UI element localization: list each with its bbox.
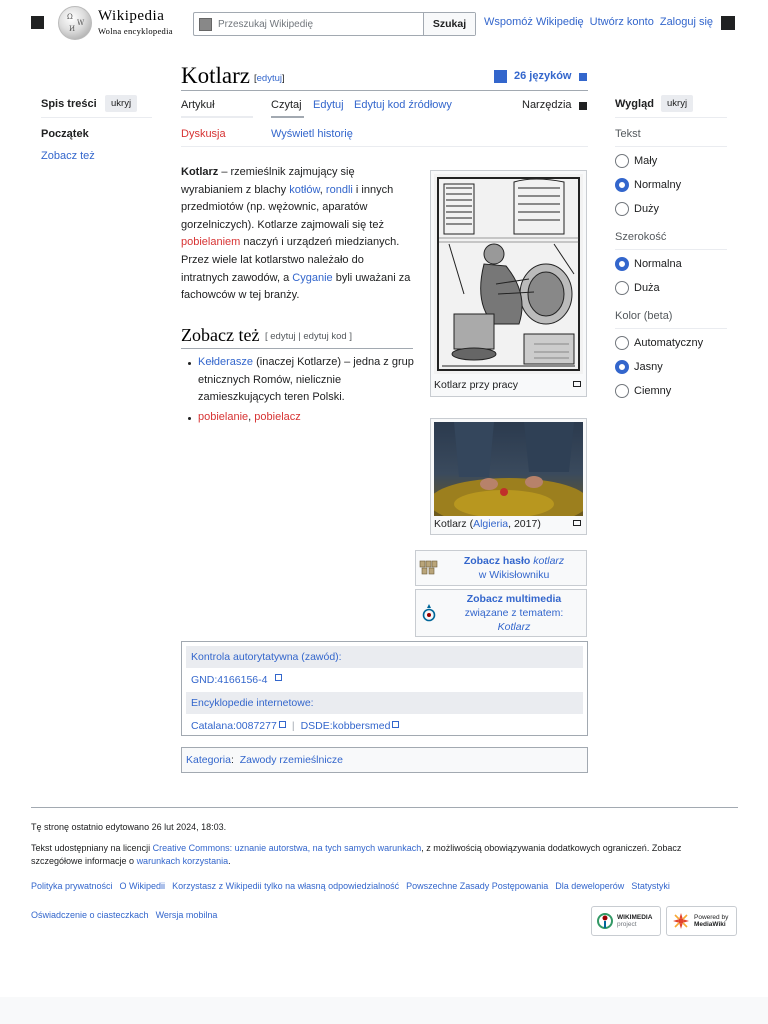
license-pre: Tekst udostępniany na licencji <box>31 843 153 853</box>
footer-divider <box>31 807 738 808</box>
tools-menu[interactable]: Narzędzia <box>522 99 572 111</box>
authority-label[interactable]: Kontrola autorytatywna ( <box>191 651 305 663</box>
search-icon <box>199 18 212 31</box>
footer-links-row-1 <box>31 881 670 891</box>
link-pobielanie-2[interactable]: pobielanie <box>198 410 249 423</box>
section-divider <box>181 348 413 349</box>
radio-circle[interactable] <box>615 384 629 398</box>
link-zawod[interactable]: zawód <box>304 651 336 663</box>
radio-label: Normalna <box>634 258 682 270</box>
title-edit-label[interactable]: edytuj <box>256 73 282 84</box>
wiktionary-box[interactable] <box>415 550 587 586</box>
tools-chevron-icon[interactable] <box>579 102 587 110</box>
wiktionary-rest: w Wikisłowniku <box>478 569 550 581</box>
tab-article[interactable]: Artykuł <box>181 99 215 111</box>
radio-label: Normalny <box>634 179 682 191</box>
link-cyganie[interactable]: Cyganie <box>292 271 333 284</box>
appearance-title: Wygląd <box>615 98 654 110</box>
footer-link-about[interactable]: O Wikipedii <box>119 881 166 891</box>
appearance-hide-button[interactable]: ukryj <box>661 95 693 112</box>
link-pobielacz[interactable]: pobielacz <box>254 410 301 423</box>
photo-image[interactable] <box>434 422 583 516</box>
login-link[interactable]: Zaloguj się <box>659 16 714 28</box>
caption-post: , 2017) <box>508 518 541 530</box>
footer-links-row-2 <box>31 910 217 920</box>
radio-label: Jasny <box>634 361 663 373</box>
magnify-icon[interactable] <box>573 520 581 526</box>
terms-link[interactable]: warunkach korzystania <box>136 856 229 866</box>
figure-woodcut <box>430 170 587 397</box>
tagline: Wolna encyklopedia <box>98 26 173 36</box>
external-link-icon <box>275 674 282 681</box>
tab-article-underline <box>181 116 253 118</box>
radio-circle[interactable] <box>615 257 629 271</box>
figure-photo <box>430 418 587 535</box>
lead-text-2: , <box>319 183 326 196</box>
commons-bold: Zobacz multimedia <box>466 593 562 605</box>
category-colon: : <box>230 754 240 766</box>
radio-circle[interactable] <box>615 281 629 295</box>
search-box <box>193 12 476 36</box>
wordmark[interactable]: Wikipedia <box>98 8 165 24</box>
radio-circle[interactable] <box>615 360 629 374</box>
radio-circle[interactable] <box>615 202 629 216</box>
magnify-icon[interactable] <box>573 381 581 387</box>
radio-label: Mały <box>634 155 658 167</box>
donate-link[interactable]: Wspomóż Wikipedię <box>484 16 584 28</box>
toc-item-start[interactable]: Początek <box>41 128 89 140</box>
license-end: . <box>228 856 231 866</box>
toc-divider <box>41 117 152 118</box>
link-catalana[interactable]: Catalana:0087277 <box>191 720 277 732</box>
lead-text-3: i innych przedmiotów (np. wężownic, aparatów gorzelniczych). Kotlarze zajmowali się też <box>181 183 394 231</box>
appearance-divider <box>615 117 727 118</box>
link-dsde[interactable]: DSDE:kobbersmed <box>300 720 391 732</box>
commons-rest: związane z tematem: <box>464 607 564 619</box>
tabs-divider <box>181 146 588 147</box>
external-link-icon <box>279 721 286 728</box>
link-kotly[interactable]: kotłów <box>289 183 320 196</box>
footer-link-disclaimer[interactable]: Korzystasz z Wikipedii tylko na własną odpowiedzialność <box>172 881 400 891</box>
chevron-down-icon[interactable] <box>579 73 587 81</box>
wiktionary-bold: Zobacz hasło <box>463 555 534 567</box>
link-gnd[interactable]: GND:4166156-4 <box>191 674 268 686</box>
group-divider <box>615 146 727 147</box>
license-mid: , z możliwością obowiązywania dodatkowych ograniczeń. Zobacz szczegółowe informacje o <box>31 843 682 866</box>
external-link-icon <box>392 721 399 728</box>
category-label[interactable]: Kategoria <box>186 754 231 766</box>
color-label: Kolor (beta) <box>615 310 673 322</box>
language-icon[interactable] <box>494 70 507 83</box>
radio-label: Duża <box>634 282 660 294</box>
license-link[interactable]: Creative Commons: uznanie autorstwa, na tych samych warunkach <box>152 843 422 853</box>
see-also-list <box>186 354 416 428</box>
main-menu-icon[interactable] <box>31 16 44 29</box>
woodcut-image[interactable] <box>434 174 583 374</box>
radio-text-small[interactable] <box>615 154 657 168</box>
toc-hide-button[interactable]: ukryj <box>105 95 137 112</box>
footer-link-ucoc[interactable]: Powszechne Zasady Postępowania <box>406 881 549 891</box>
text-size-label: Tekst <box>615 128 641 140</box>
link-algieria[interactable]: Algieria <box>473 518 509 530</box>
list-item-sep: , <box>248 410 255 423</box>
tab-read-underline <box>271 116 304 118</box>
search-button[interactable]: Szukaj <box>423 13 475 35</box>
category-box <box>181 747 588 773</box>
search-placeholder: Przeszukaj Wikipedię <box>218 18 314 30</box>
tab-talk[interactable]: Dyskusja <box>181 128 226 140</box>
mediawiki-logo-icon <box>672 912 690 930</box>
title-edit-link[interactable]: [edytuj] <box>254 73 285 84</box>
wiktionary-icon <box>416 560 442 576</box>
radio-width-wide[interactable] <box>615 281 660 295</box>
tab-read[interactable]: Czytaj <box>271 99 302 111</box>
width-label: Szerokość <box>615 231 667 243</box>
badge-line: project <box>617 921 637 928</box>
tab-edit[interactable]: Edytuj <box>313 99 344 111</box>
radio-color-auto[interactable] <box>615 336 703 350</box>
user-menu-icon[interactable] <box>721 16 735 30</box>
authority-row-1 <box>186 646 583 668</box>
radio-width-normal[interactable] <box>615 257 682 271</box>
mediawiki-badge[interactable] <box>666 906 737 936</box>
list-item <box>186 409 416 427</box>
radio-label: Duży <box>634 203 660 215</box>
figure-caption: Kotlarz przy pracy <box>434 379 519 391</box>
tab-history[interactable]: Wyświetl historię <box>271 128 353 140</box>
separator: | <box>291 720 295 732</box>
radio-color-dark[interactable] <box>615 384 671 398</box>
lead-text-5: byli uważani za fachowców w tej branży. <box>181 271 411 302</box>
wikimedia-badge-text <box>617 914 652 928</box>
caption-pre: Kotlarz ( <box>434 518 474 530</box>
link-kelderasze[interactable]: Kełderasze <box>198 356 254 368</box>
commons-term: Kotlarz <box>497 621 531 633</box>
category-link[interactable]: Zawody rzemieślnicze <box>239 754 344 766</box>
footer-link-stats[interactable]: Statystyki <box>631 881 670 891</box>
authority-values-1 <box>186 671 583 692</box>
toc-title: Spis treści <box>41 98 97 110</box>
link-pobielanie[interactable]: pobielaniem <box>181 236 241 249</box>
group-divider <box>615 249 727 250</box>
radio-circle[interactable] <box>615 178 629 192</box>
badge-line: MediaWiki <box>694 921 726 928</box>
footer-link-privacy[interactable]: Polityka prywatności <box>31 881 113 891</box>
title-divider <box>181 90 588 91</box>
lead-text-1: – rzemieślnik zajmujący się wyrabianiem z blachy <box>181 166 355 196</box>
footer-last-edit: Tę stronę ostatnio edytowano 26 lut 2024, 18:03. <box>31 822 227 832</box>
footer-link-mobile[interactable]: Wersja mobilna <box>155 910 218 920</box>
section-heading-see-also: Zobacz też <box>181 325 260 345</box>
wiktionary-term: kotlarz <box>533 555 565 567</box>
authority-label-end: ): <box>335 651 342 663</box>
footer-link-cookies[interactable]: Oświadczenie o ciasteczkach <box>31 910 149 920</box>
radio-circle[interactable] <box>615 336 629 350</box>
link-rondle[interactable]: rondli <box>325 183 353 196</box>
commons-icon <box>416 603 442 623</box>
wikimedia-logo-icon <box>597 913 613 929</box>
radio-text-large[interactable] <box>615 202 659 216</box>
search-input[interactable] <box>194 13 423 35</box>
authority-control-box <box>181 641 588 736</box>
radio-color-light[interactable] <box>615 360 663 374</box>
group-divider <box>615 328 727 329</box>
wikimedia-badge[interactable] <box>591 906 661 936</box>
language-button[interactable]: 26 języków <box>514 70 572 82</box>
create-account-link[interactable]: Utwórz konto <box>589 16 654 28</box>
footer-license <box>31 842 731 868</box>
page-title: Kotlarz <box>181 63 250 88</box>
list-item <box>186 354 416 407</box>
radio-label: Automatyczny <box>634 337 704 349</box>
figure-caption-2 <box>434 518 541 530</box>
lead-paragraph <box>181 164 413 305</box>
lead-text-4: naczyń i urządzeń miedzianych. Przez wiele lat kotlarstwo należało do intratnych zawodów, a <box>181 236 400 284</box>
radio-label: Ciemny <box>634 385 672 397</box>
list-item-text: (inaczej Kotlarze) – jedna z grup etnicznych Romów, nielicznie zamieszkujących teren Polski. <box>198 356 414 404</box>
badge-line: Powered by <box>694 914 729 921</box>
tab-edit-source[interactable]: Edytuj kod źródłowy <box>354 99 452 111</box>
authority-values-2 <box>186 717 583 738</box>
radio-circle[interactable] <box>615 154 629 168</box>
commons-text[interactable] <box>442 592 586 634</box>
user-links <box>484 16 713 28</box>
wiktionary-text[interactable] <box>442 554 586 582</box>
bottom-band <box>0 997 768 1024</box>
commons-box[interactable] <box>415 589 587 637</box>
footer-link-developers[interactable]: Dla deweloperów <box>555 881 625 891</box>
wikipedia-globe-icon[interactable]: Ω W И <box>58 6 92 40</box>
badge-line: WIKIMEDIA <box>617 914 653 921</box>
section-edit-links[interactable]: [ edytuj | edytuj kod ] <box>265 331 352 342</box>
toc-item-see-also[interactable]: Zobacz też <box>41 150 95 162</box>
lead-bold: Kotlarz <box>181 166 219 178</box>
radio-text-normal[interactable] <box>615 178 681 192</box>
mediawiki-badge-text <box>694 914 728 928</box>
authority-row-2[interactable]: Encyklopedie internetowe: <box>186 692 583 714</box>
